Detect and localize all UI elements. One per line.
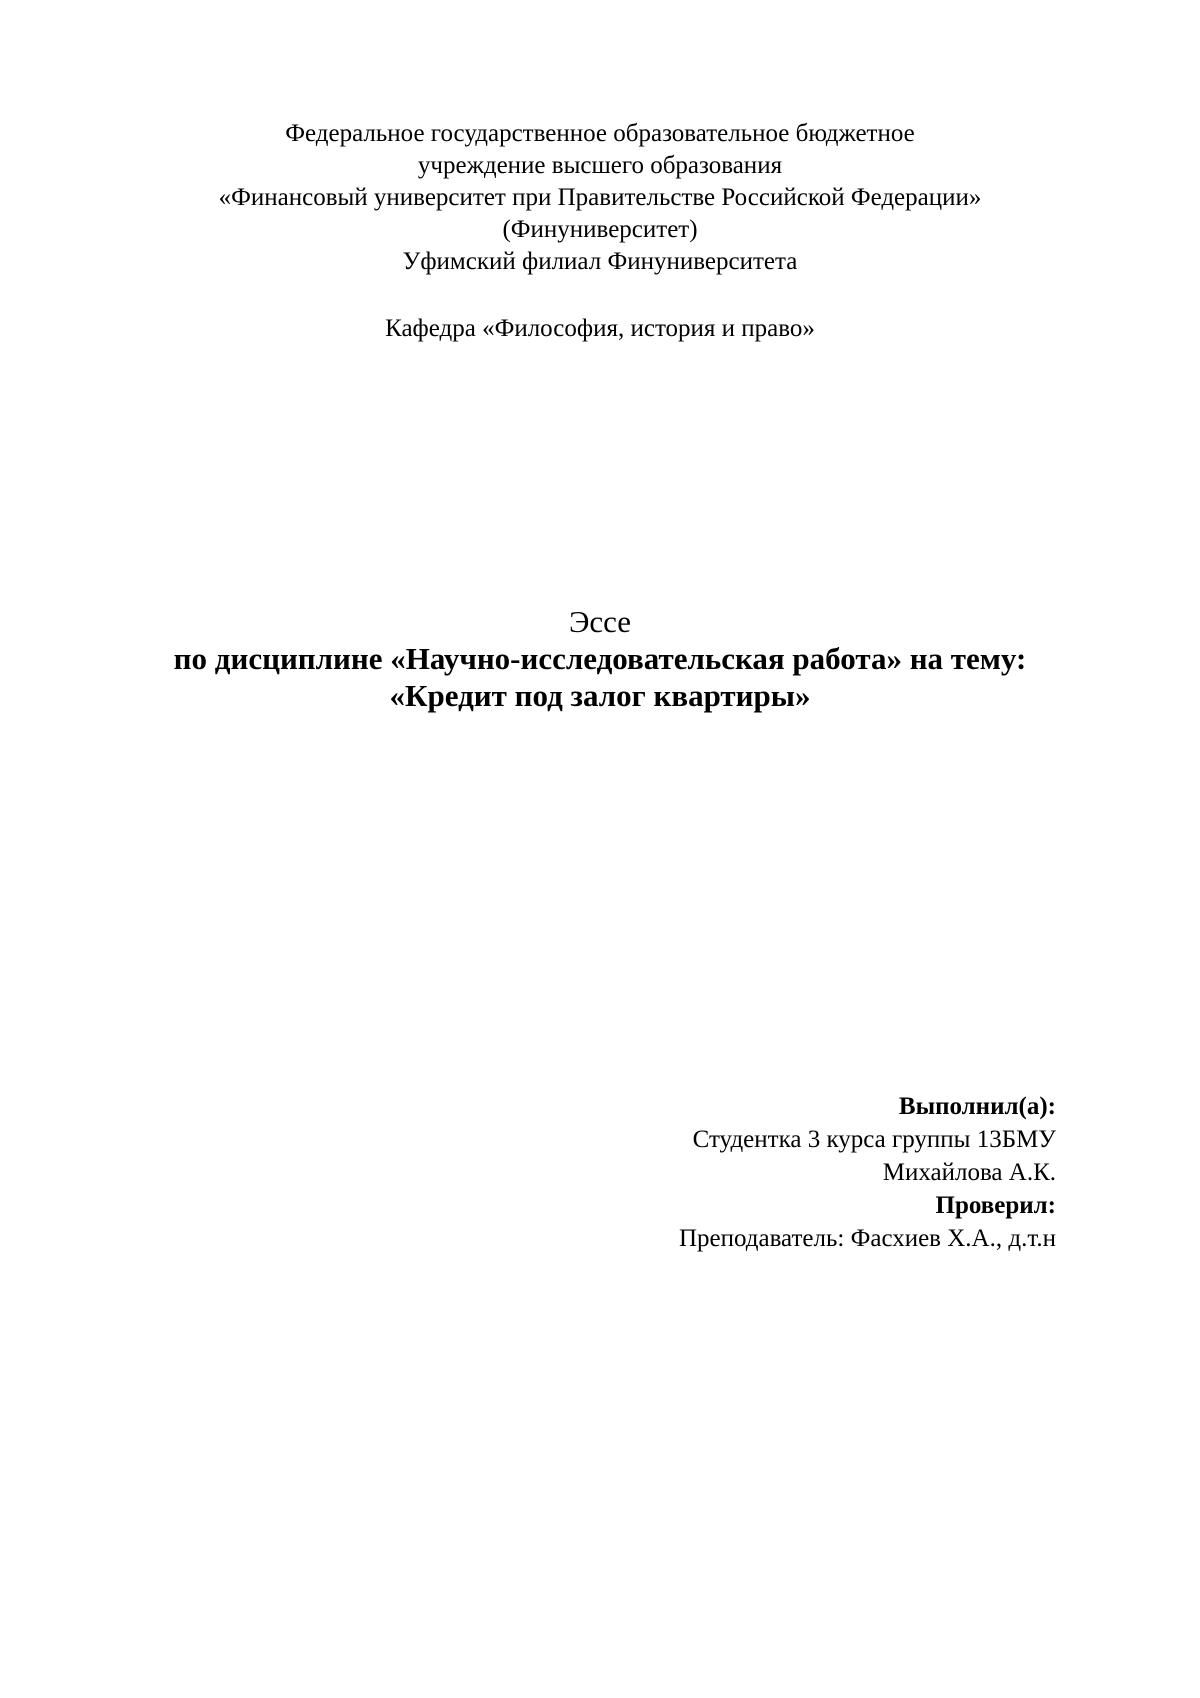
subject-line: по дисциплине «Научно-исследовательская работа» на тему: (173, 641, 1027, 676)
header-line-university: «Финансовый университет при Правительстве Российской Федерации» (218, 184, 982, 211)
document-type: Эссе (568, 604, 632, 639)
title-block (100, 604, 1100, 714)
checked-label: Проверил: (935, 1192, 1056, 1219)
student-info: Студентка 3 курса группы 13БМУ (692, 1126, 1056, 1153)
header-line-short-name: (Финуниверситет) (502, 216, 698, 243)
performed-label: Выполнил(а): (898, 1093, 1056, 1120)
student-name: Михайлова А.К. (882, 1159, 1056, 1186)
header-line-ministry: Федеральное государственное образовательное бюджетное (285, 120, 915, 147)
signature-block (456, 1090, 1056, 1255)
institution-header (150, 118, 1050, 278)
header-line-institution-type: учреждение высшего образования (417, 152, 783, 179)
topic-title: «Кредит под залог квартиры» (389, 678, 811, 713)
department-name: Кафедра «Философия, история и право» (385, 315, 815, 342)
header-line-branch: Уфимский филиал Финуниверситета (402, 248, 798, 275)
teacher-info: Преподаватель: Фасхиев Х.А., д.т.н (678, 1225, 1056, 1252)
